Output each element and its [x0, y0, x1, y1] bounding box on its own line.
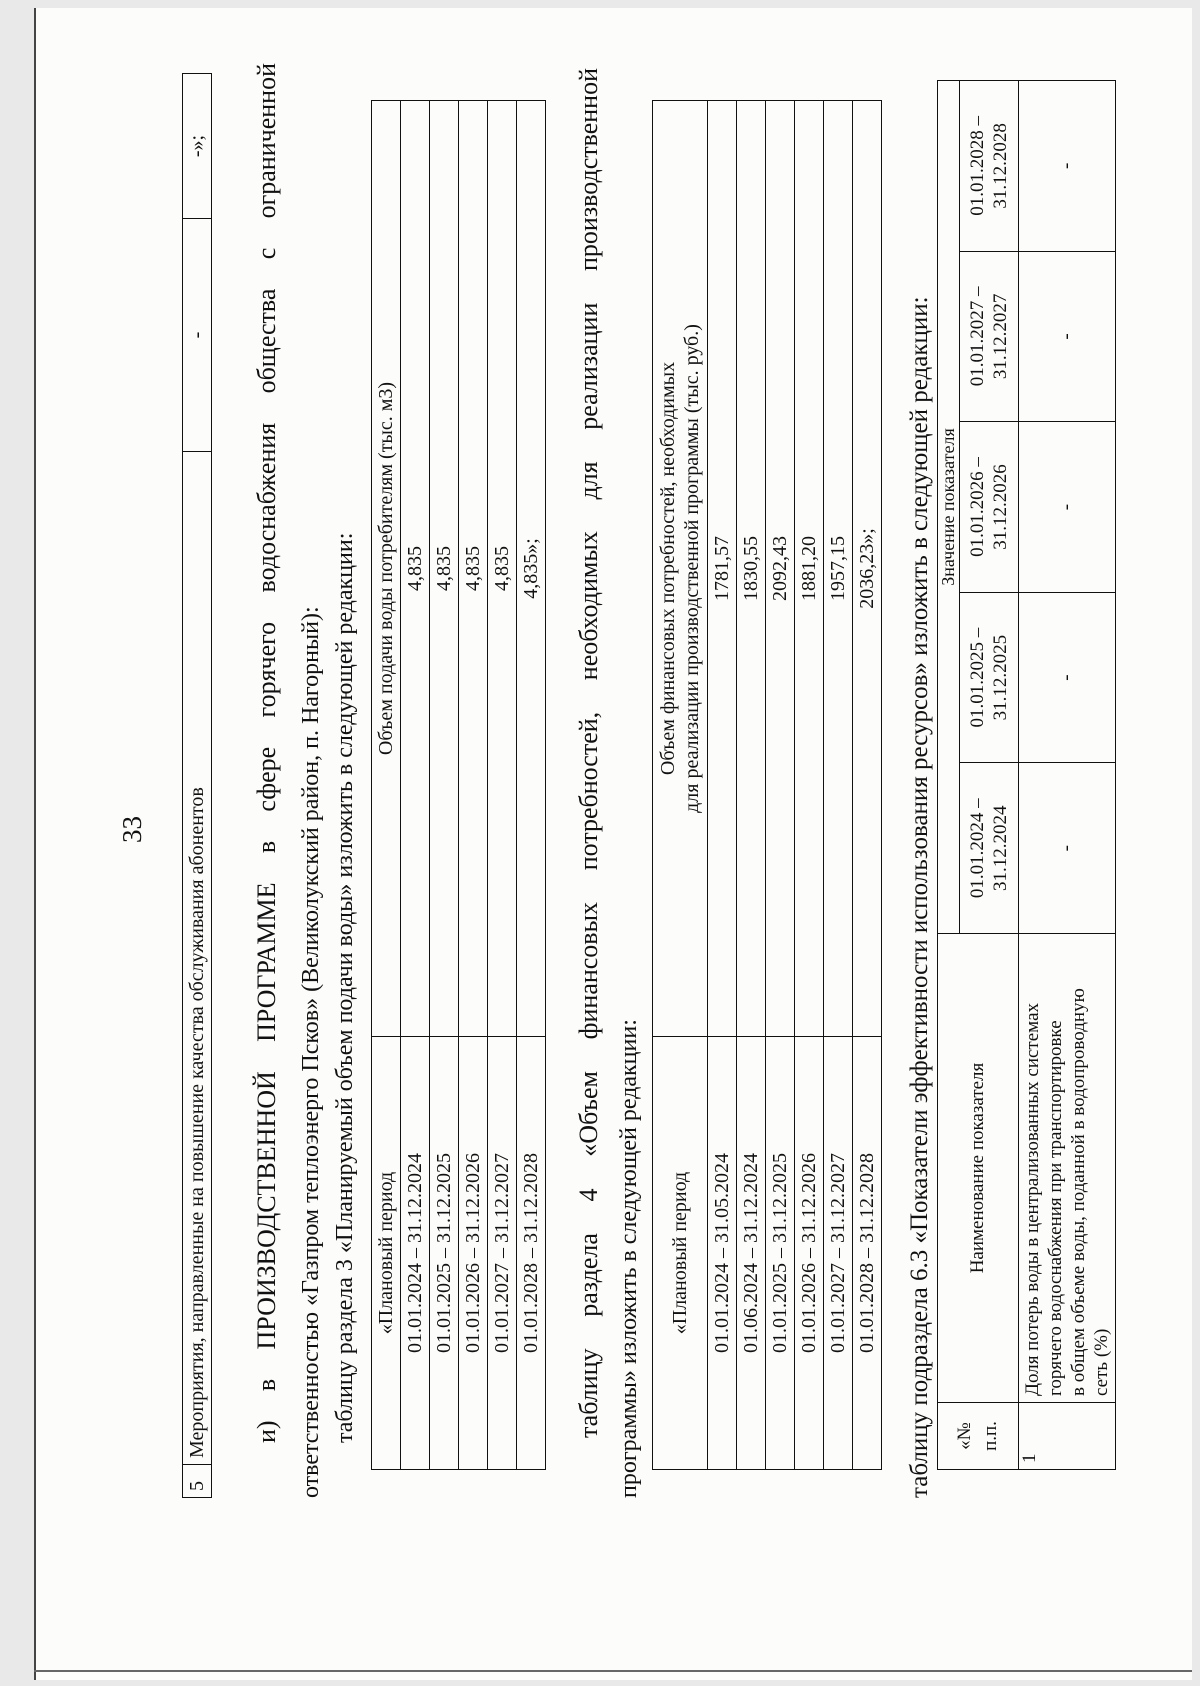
- table-row: [737, 101, 766, 1470]
- table-cell: -»;: [183, 74, 212, 219]
- table-financial-needs: [652, 100, 882, 1470]
- table-cell: 01.06.2024 – 31.12.2024: [737, 1037, 766, 1470]
- table-cell: 01.01.2025 – 31.12.2025: [430, 1037, 459, 1470]
- table-cell: 1830,55: [737, 101, 766, 1037]
- table-row: [824, 101, 853, 1470]
- table-header-line: 01.01.2026 –: [967, 457, 988, 557]
- table-row: [372, 101, 401, 1470]
- table-row: [1019, 81, 1116, 1470]
- table-cell: -: [1019, 81, 1116, 252]
- table-header-line: Объем финансовых потребностей, необходимых: [657, 361, 679, 776]
- table-cell: 01.01.2024 – 31.12.2024: [401, 1037, 430, 1470]
- table-row: [488, 101, 517, 1470]
- table-header-multiline: [960, 763, 1019, 934]
- table-cell: -: [1019, 592, 1116, 763]
- table-cell: 01.01.2027 – 31.12.2027: [824, 1037, 853, 1470]
- table-header-line: п.п.: [980, 1421, 1001, 1451]
- section-4-line2: программы» изложить в следующей редакции:: [616, 1019, 642, 1498]
- table-cell: 1781,57: [708, 101, 737, 1037]
- table-top-fragment: [182, 73, 212, 1498]
- table-row: [708, 101, 737, 1470]
- table-header: Наименование показателя: [938, 934, 1019, 1403]
- table-header-multiline: [960, 592, 1019, 763]
- table-header-line: 31.12.2027: [990, 293, 1011, 380]
- table-header: Значение показателя: [938, 81, 960, 934]
- table-header-multiline: [960, 251, 1019, 422]
- table-row: [766, 101, 795, 1470]
- table-row: [459, 101, 488, 1470]
- table-cell: 1957,15: [824, 101, 853, 1037]
- table-cell: 01.01.2027 – 31.12.2027: [488, 1037, 517, 1470]
- table-cell-line: сеть (%): [1091, 1328, 1112, 1396]
- table-cell: -: [183, 219, 212, 452]
- table-cell: 1881,20: [795, 101, 824, 1037]
- table-efficiency: [937, 80, 1116, 1470]
- table-row: [853, 101, 882, 1470]
- table-cell: 01.01.2024 – 31.05.2024: [708, 1037, 737, 1470]
- table-row: [938, 81, 960, 1470]
- document-page: [34, 8, 1192, 1680]
- table-cell: 01.01.2025 – 31.12.2025: [766, 1037, 795, 1470]
- table-header-line: 01.01.2025 –: [967, 627, 988, 728]
- table-header-line: 31.12.2024: [990, 805, 1011, 891]
- table-header-line: 01.01.2027 –: [967, 286, 988, 387]
- table-row: [183, 74, 212, 1498]
- page-number: 33: [117, 816, 147, 843]
- table-header-multiline: [960, 81, 1019, 252]
- table-row: [653, 101, 708, 1470]
- table-cell: 01.01.2028 – 31.12.2028: [517, 1037, 546, 1470]
- table-cell: 2092,43: [766, 101, 795, 1037]
- table-row: [430, 101, 459, 1470]
- table-cell-line: горячего водоснабжения при транспортировке: [1045, 1020, 1066, 1396]
- table-cell: 01.01.2026 – 31.12.2026: [795, 1037, 824, 1470]
- table-row: [401, 101, 430, 1470]
- section-i-line2: ответственностью «Газпром теплоэнерго Псков» (Великолукский район, п. Нагорный):: [298, 606, 324, 1498]
- table-header: «Плановый период: [372, 1037, 401, 1470]
- table-header-line: 01.01.2028 –: [967, 115, 988, 216]
- table-header-line: «№: [954, 1422, 975, 1450]
- table-cell: 4,835: [488, 101, 517, 1037]
- table-cell-line: Доля потерь воды в централизованных системах: [1022, 1003, 1043, 1396]
- table-header: Объем подачи воды потребителям (тыс. м3): [372, 101, 401, 1037]
- table-cell: 4,835: [459, 101, 488, 1037]
- section-63-line1: таблицу подраздела 6.3 «Показатели эффективности использования ресурсов» изложить в следующей редакции:: [906, 296, 933, 1498]
- table-header-line: 31.12.2028: [990, 123, 1011, 209]
- table-cell: 5: [183, 1465, 212, 1498]
- table-cell-line: в общем объеме воды, поданной в водопроводную: [1068, 988, 1089, 1396]
- table-header-multiline: [938, 1403, 1019, 1470]
- table-cell: 4,835: [430, 101, 459, 1037]
- section-i-line1: и) в ПРОИЗВОДСТВЕННОЙ ПРОГРАММЕ в сфере горячего водоснабжения общества с ограниченной: [252, 63, 281, 1443]
- table-header-line: 01.01.2024 –: [967, 798, 988, 899]
- table-header-line: 31.12.2026: [990, 464, 1011, 550]
- table-cell: 1: [1019, 1403, 1116, 1470]
- table-cell: Мероприятия, направленные на повышение качества обслуживания абонентов: [183, 452, 212, 1465]
- table-cell: 2036,23»;: [853, 101, 882, 1037]
- table-header-multiline: [653, 101, 708, 1037]
- table-cell: -: [1019, 422, 1116, 593]
- table-cell-multiline: [1019, 934, 1116, 1403]
- table-row: [795, 101, 824, 1470]
- section-4-line1: таблицу раздела 4 «Объем финансовых потребностей, необходимых для реализации производственной: [574, 68, 603, 1438]
- table-cell: 01.01.2026 – 31.12.2026: [459, 1037, 488, 1470]
- table-water-volume: [371, 100, 546, 1470]
- table-cell: -: [1019, 251, 1116, 422]
- section-i-line3: таблицу раздела 3 «Планируемый объем подачи воды» изложить в следующей редакции:: [332, 532, 358, 1443]
- table-cell: 4,835»;: [517, 101, 546, 1037]
- table-header: «Плановый период: [653, 1037, 708, 1470]
- table-header-line: для реализации производственной программы (тыс. руб.): [681, 324, 703, 813]
- table-cell: 4,835: [401, 101, 430, 1037]
- table-cell: -: [1019, 763, 1116, 934]
- rotated-page-content: [34, 8, 1158, 1658]
- table-header-multiline: [960, 422, 1019, 593]
- table-cell: 01.01.2028 – 31.12.2028: [853, 1037, 882, 1470]
- table-row: [517, 101, 546, 1470]
- table-header-line: 31.12.2025: [990, 634, 1011, 721]
